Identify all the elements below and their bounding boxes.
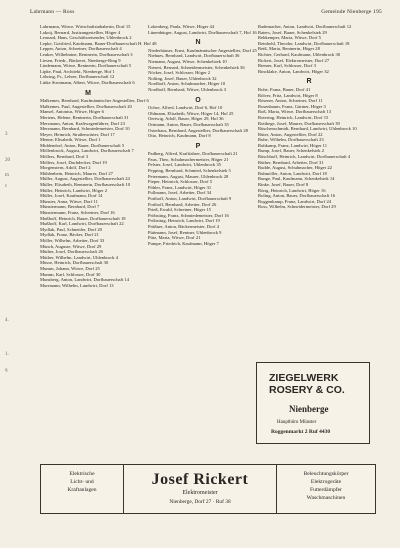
directory-entry: Rudde, August, Schuhmacher, Höger 22 (258, 165, 332, 171)
directory-entry: Rademacher, Anton, Landwirt, Dorfbauerschaft 12 (258, 24, 352, 29)
directory-entry: Osterhaus, Bernhard, Angestellter, Dorfbauerschaft 28 (148, 127, 248, 133)
ad-left-line: Licht- und (70, 479, 94, 485)
directory-entry: Lakotj, Bernard, Justizangestellter, Höger 4 (40, 29, 121, 35)
directory-entry: Müther, Josef, Dorfbauerschaft 26 (40, 249, 103, 255)
directory-entry: Niederhäuser, Ernst, Kaufmännischer Angestellter, Dorf 25 (148, 47, 257, 53)
directory-entry: Reinhold, Theodor, Landwirt, Dorfbauerschaft 18 (258, 40, 350, 46)
directory-entry: Rörig, Heinrich, Landwirt, Höger 16 (258, 187, 326, 193)
directory-entry: Rüschhoff, Heinrich, Landwirt, Dorfbauerschaft 4 (258, 154, 351, 160)
directory-entry: Pröbsting, Franz, Schmiedemeister, Dorf 16 (148, 212, 229, 218)
section-letter: M (85, 89, 91, 97)
directory-entry: Oertwig, Adolf, Bauer, Höger 29, Hof 36 (148, 116, 224, 122)
directory-entry: Rinke, Josef, Bauer, Dorf 8 (258, 182, 309, 188)
margin-mark: 3 (5, 132, 8, 137)
header-running-title: Lahrmann — Ross (30, 9, 75, 15)
directory-entry: Liesen, Friedr., Bäckerei, Nienberge-Ring 9 (40, 57, 121, 63)
directory-entry: Möllers, Bernhard, Dorf 3 (40, 154, 89, 160)
directory-entry: Petermann, August, Maurer, Uhlenbrock 28 (148, 173, 229, 179)
directory-entry: Lipke, Paul, Architekt, Nienberge, Hof 1 (40, 68, 115, 74)
directory-entry: Mertens, Helene, Rentnerin, Dorfbauerschaft 31 (40, 114, 129, 120)
directory-entry: Rump, Josef, Bauer, Schenkelsiek 2 (258, 148, 325, 154)
directory-column-1 (40, 24, 157, 288)
ad-right-panel (276, 465, 375, 513)
directory-entry: Ruhe, Wilhelm, Dorfbauerschaft 23 (258, 137, 324, 143)
directory-entry: Lahrmann, Witwe, Wirtschaftsinhaberin, Dorf 15 (40, 24, 131, 29)
directory-entry: Mydlak, Paul, Schneider, Dorf 20 (40, 226, 102, 232)
ad-right-line: Futterdämpfer (310, 487, 342, 493)
directory-entry: Prieß, Ewald, Schreiner, Höger 15 (148, 207, 211, 213)
margin-mark: c (5, 184, 8, 189)
directory-entry: Malkemes, Paul, Angestellter, Dorfbauerschaft 20 (40, 103, 132, 109)
directory-entry: Rotering, Heinrich, Landwirt, Dorf 15 (258, 114, 329, 120)
directory-entry: Murrmann, Wilhelm, Landwirt, Dorf 13 (40, 282, 114, 288)
ad-right-line: Waschmaschinen (306, 495, 346, 501)
directory-entry: Möller, Wilhelm, Arbeiter, Dorf 33 (40, 237, 105, 243)
directory-entry: Niehues, Bernhard, Landwirt, Dorfbauerschaft 36 (148, 53, 240, 59)
directory-entry: Müller, Elisabeth, Rentnerin, Dorfbauerschaft 10 (40, 182, 131, 188)
margin-mark: 20 (5, 158, 10, 163)
directory-entry: Rickert, Josef, Elektromeister, Dorf 27 (258, 57, 330, 63)
directory-entry: Niesert, Bernard, Schneidermeister, Schenkelsiek 36 (148, 64, 245, 70)
ziegelwerk-advertisement (256, 362, 370, 444)
directory-entry: Ruhmöller, Anton, Landwirt, Dorf 18 (258, 170, 327, 176)
spacer (148, 93, 248, 95)
directory-entry: Müsse, Heinrich, Dorfbauerschaft 30 (40, 260, 109, 266)
directory-entry: Mansel, Antonius, Witwe, Höger 6 (40, 109, 104, 115)
directory-entry: Rohe, Franz, Bauer, Dorf 41 (258, 86, 311, 92)
ad-address: Nienberge, Dorf 27 · Ruf 38 (169, 499, 231, 505)
directory-entry: Lepke, Gottfried, Kaufmann, Bauer-Dorfbauerschaft H. Hof 48 (40, 40, 157, 46)
directory-entry: Menne, Elisabeth, Witwe, Dorf 1 (40, 137, 101, 143)
directory-entry: Nöcker, Josef, Schlosser, Höger 2 (148, 70, 211, 76)
directory-entry: Rotthege, Josef, Maurer, Dorfbauerschaft 39 (258, 120, 340, 126)
directory-column-3 (258, 24, 360, 210)
directory-entry: Prüßner, Anton, Bäckermeister, Dorf 4 (148, 224, 219, 229)
directory-entry: Richter, Gerhard, Kaufmann, Uhlenbrock 30 (258, 51, 341, 57)
ad-center-panel (123, 465, 277, 505)
directory-entry: Rüschenschmidt, Bernhard, Landwirt, Uhlenbrock 10 (258, 126, 357, 132)
margin-mark: 1. (5, 352, 9, 357)
section-letter: N (195, 39, 201, 47)
directory-entry: Löhring, Fr., Lehrer, Dorfbauerschaft 12 (40, 74, 115, 80)
directory-entry: Möllers, Josef, Dachdecker, Dorf 19 (40, 159, 107, 165)
directory-entry: Potthoff, Bernhard, Arbeiter, Dorf 26 (148, 201, 217, 207)
directory-column-2 (148, 24, 257, 246)
directory-entry: Rölver, Fritz, Landwirt, Höger 8 (258, 92, 318, 98)
ad-business-name: Josef Rickert (151, 471, 249, 488)
directory-entry: Reiß, Maria, Rentnerin, Höger 28 (258, 46, 320, 52)
directory-entry: Pollmann, Josef, Arbeiter, Dorf 34 (148, 190, 212, 196)
directory-entry: Rosenbaum, Franz, Gärtner, Höger 3 (258, 103, 326, 109)
directory-entry: Leonard, Hans, Geschäftsreisender, Uhlenbrock 2 (40, 35, 132, 41)
directory-entry: Pütz, Maria, Witwe, Dorf 21 (148, 235, 201, 241)
directory-entry: Pumpe, Friedrich, Kaufmann, Höger 7 (148, 240, 219, 246)
directory-entry: Ochse, Alfred, Landwirt, Dorf 6, Hof 10 (148, 105, 223, 111)
directory-entry: Roß, Maria, Witwe, Dorfbauerschaft 13 (258, 109, 332, 115)
directory-entry: Nordhoff, Anton, Schuhmacher, Höger 10 (148, 81, 226, 87)
directory-entry: Niemann, August, Witwe, Schenkelsiek 10 (148, 58, 227, 64)
directory-entry: Pelster, Josef, Landwirt, Uhlenbrock 35 (148, 162, 221, 168)
directory-entry: Münster, Anna, Witwe, Dorf 11 (40, 198, 98, 204)
directory-entry: Münstermann, Bernhard, Dorf 7 (40, 204, 100, 210)
page-header (30, 9, 382, 21)
directory-entry: Mußhoff, Karl, Landwirt, Dorfbauerschaft 22 (40, 221, 124, 227)
directory-entry: Münch, Auguste, Witwe, Dorf 29 (40, 243, 102, 249)
directory-entry: Lokenberg, Paula, Witwe, Höger 44 (148, 24, 215, 29)
directory-entry: Müller, Heinrich, Landwirt, Höger 2 (40, 187, 108, 193)
directory-entry: Mersmann, Anton, Kraftwagenführer, Dorf 23 (40, 120, 125, 126)
directory-entry: Potthoff, Anton, Landwirt, Dorfbauerschaft 9 (148, 196, 232, 202)
ad-location: Nienberge (289, 404, 329, 414)
directory-entry: Roling, Anton, Bauer, Dorfbauerschaft 16 (258, 193, 335, 199)
section-letter: P (195, 142, 201, 150)
directory-entry: Paus, Theo, Schuhmachermeister, Höger 21 (148, 156, 229, 162)
ad-right-line: Elektrogeräte (310, 479, 342, 485)
directory-entry: Middendorf, Anton, Bauer, Dorfbauerschaft 5 (40, 142, 125, 148)
margin-mark: m (5, 173, 9, 178)
directory-entry: Püttmann, Josef, Rentner, Uhlenbrock 9 (148, 229, 222, 235)
directory-entry: Lünenbürger, August, Landwirt, Dorfbauerschaft 7, Hof 16 (148, 29, 257, 35)
directory-entry: Pepping, Bernhard, Schmied, Schenkelsiek 5 (148, 168, 231, 174)
directory-entry: Nolting, Josef, Bauer, Uhlenbrock 32 (148, 75, 217, 81)
directory-entry: Müller, August, Angestellter, Dorfbauerschaft 24 (40, 176, 130, 182)
directory-entry: Runge, Paul, Kaufmann, Schenkelsiek 14 (258, 176, 335, 182)
section-letter: O (195, 96, 201, 104)
ad-address: Roggenmarkt 2 Ruf 4430 (271, 429, 331, 435)
directory-entry: Mumm, Johann, Witwe, Dorf 25 (40, 265, 100, 271)
ad-right-line: Beleuchtungskörper (303, 471, 349, 477)
ad-office: Hauptbüro Münster (277, 420, 317, 425)
directory-entry: Mußhoff, Heinrich, Bauer, Dorfbauerschaft 18 (40, 215, 126, 221)
directory-entry: Malkemes, Bernhard, Kaufmännischer Angestellter, Dorf 6 (40, 98, 149, 104)
directory-entry: Rehkemper, Maria, Witwe, Dorf 5 (258, 35, 321, 41)
directory-entry: Rüter, Anton, Angestellter, Dorf 22 (258, 131, 323, 137)
header-page-info: Gemeinde Nienberge 195 (321, 9, 382, 15)
directory-entry: Lindemann, Witwe, Rentnerin, Dorfbauerschaft 5 (40, 63, 132, 69)
directory-entry: Padberg, Alfred, Kraftfahrer, Dorfbauerschaft 21 (148, 151, 238, 157)
directory-entry: Rincklake, Anton, Landwirt, Höger 32 (258, 68, 329, 74)
directory-entry: Mydlak, Franz, Bäcker, Dorf 21 (40, 232, 99, 238)
spacer (148, 139, 248, 141)
directory-entry: Raters, Josef, Bauer, Schenkelsiek 29 (258, 29, 327, 35)
directory-entry: Mersmann, Bernhard, Schmiedemeister, Dorf 10 (40, 126, 130, 132)
spacer (148, 35, 248, 37)
margin-mark: 4. (5, 318, 9, 323)
section-letter: R (306, 78, 312, 86)
ad-left-line: Elektrische (69, 471, 95, 477)
directory-entry: Mumm, Karl, Schlosser, Dorf 30 (40, 271, 101, 277)
directory-entry: Meyer, Heinrich, Straßenwärter, Dorf 17 (40, 131, 115, 137)
directory-entry: Lütke Strotmann, Albert, Witwe, Dorfbauerschaft 6 (40, 79, 135, 85)
directory-entry: Nordhoff, Bernhard, Witwe, Uhlenbrock 3 (148, 86, 227, 92)
directory-entry: Ross, Wilhelm, Schneidermeister, Dorf 29 (258, 204, 336, 210)
directory-entry: Roggenkamp, Franz, Landwirt, Dorf 24 (258, 198, 332, 204)
directory-entry: Pröbsting, Heinrich, Landwirt, Dorf 19 (148, 218, 220, 224)
ad-company: ROSERY & CO. (269, 384, 345, 396)
ad-left-line: Kraftanlagen (67, 487, 97, 493)
directory-entry: Rösener, Anton, Schreiner, Dorf 11 (258, 98, 323, 104)
directory-entry: Morgenstern, Adolf, Dorf 2 (40, 165, 91, 171)
directory-entry: Munsberg, Anton, Landwirt, Dorfbauerschaft 14 (40, 277, 130, 283)
ad-left-panel (41, 465, 124, 513)
spacer (40, 86, 136, 88)
directory-entry: Mühlenbein, Heinrich, Maurer, Dorf 27 (40, 170, 113, 176)
directory-entry: Möllenbrock, August, Landwirt, Dorfbauerschaft 7 (40, 148, 134, 154)
ad-trade: Elektromeister (182, 490, 218, 496)
margin-mark: q (5, 368, 8, 373)
spacer (258, 74, 360, 76)
directory-entry: Rüther, Bernhard, Arbeiter, Dorf 31 (258, 159, 324, 165)
directory-entry: Münstermann, Franz, Schreiner, Dorf 16 (40, 210, 115, 215)
directory-entry: Leuker, Wilhelmine, Rentnerin, Dorfbauerschaft 3 (40, 51, 133, 57)
directory-entry: Pöhler, Franz, Landwirt, Höger 31 (148, 184, 212, 190)
directory-entry: Riemer, Karl, Schlosser, Dorf 3 (258, 63, 316, 69)
directory-entry: Ortmann, Anton, Bauer, Dorfbauerschaft 35 (148, 121, 229, 127)
directory-entry: Otto, Heinrich, Kaufmann, Dorf 8 (148, 133, 211, 139)
directory-entry: Müther, Wilhelm, Landwirt, Uhlenbrock 4 (40, 254, 119, 260)
rickert-advertisement (40, 464, 376, 514)
directory-entry: Pieper, Heinrich, Schlosser, Dorf 5 (148, 179, 213, 185)
directory-entry: Lepper, Anton, Schreiner, Dorfbauerschaft 4 (40, 46, 122, 52)
directory-entry: Ohlmann, Elisabeth, Witwe, Höger 14, Hof 25 (148, 110, 234, 116)
ad-title: ZIEGELWERK (269, 372, 339, 384)
directory-entry: Müller, Josef, Kaufmann, Dorf 14 (40, 193, 103, 199)
directory-entry: Ruhkamp, Franz, Landwirt, Höger 11 (258, 142, 328, 148)
